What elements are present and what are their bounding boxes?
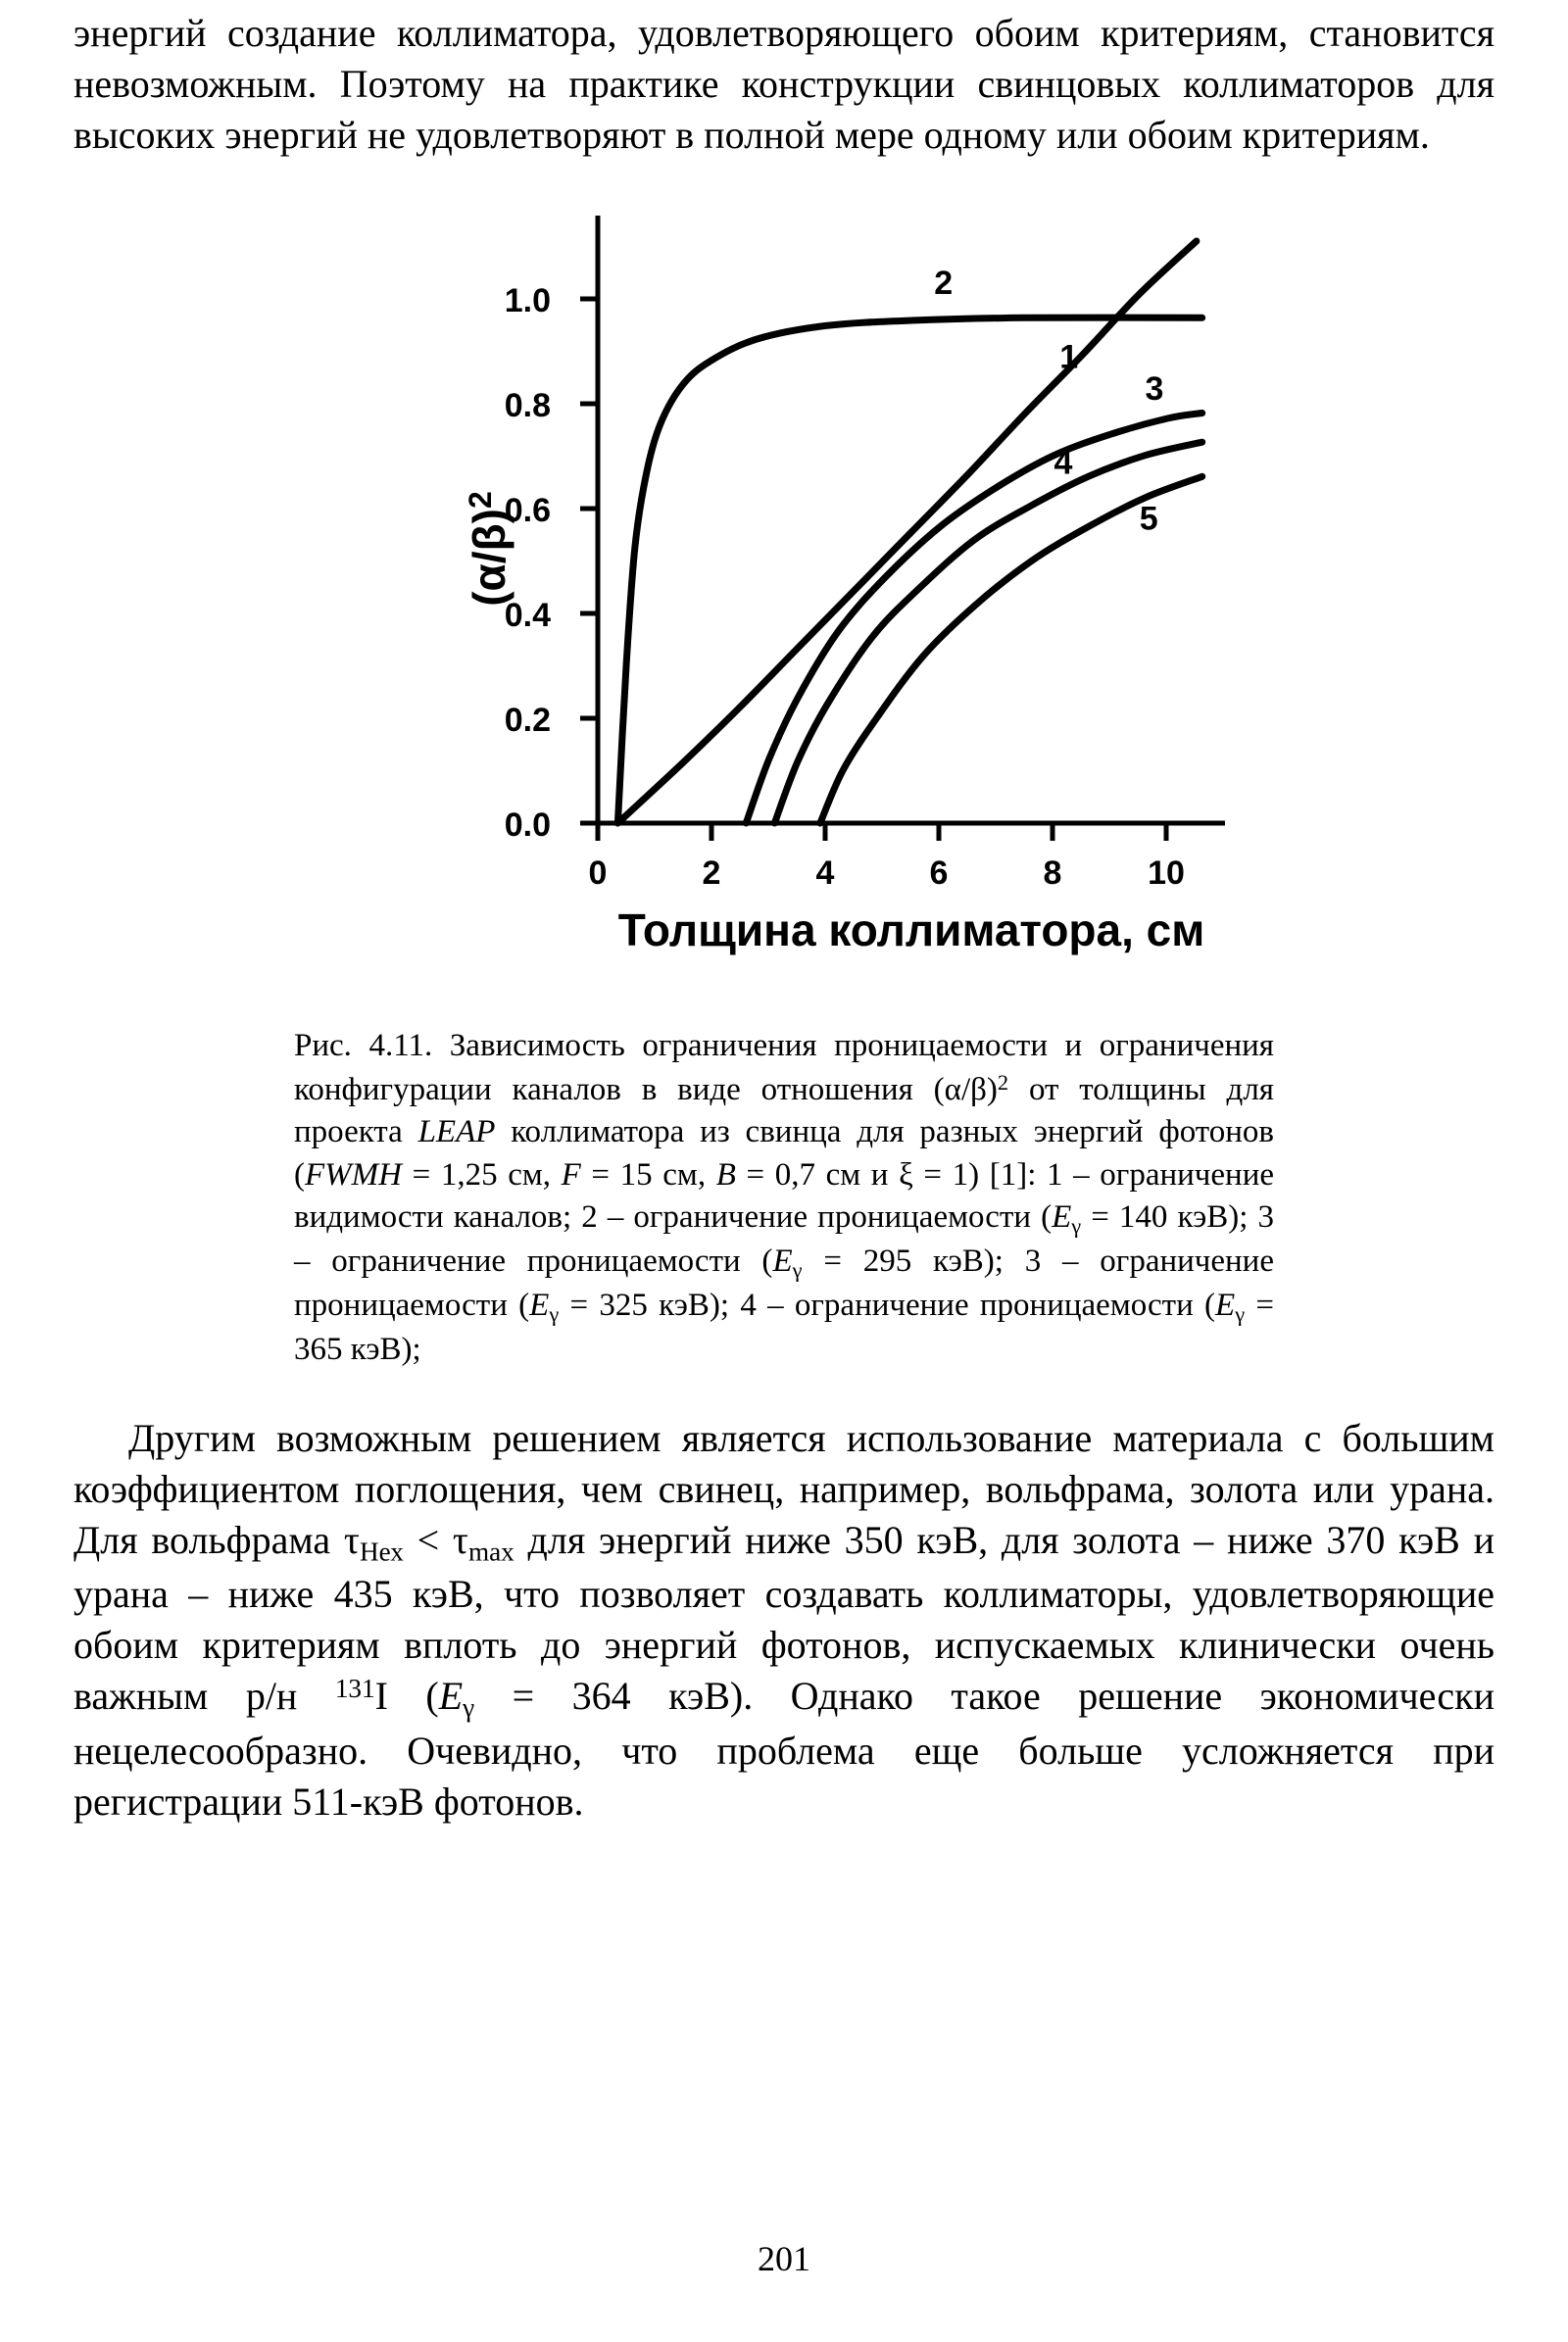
body-sub-1: Нех xyxy=(359,1537,404,1567)
curve-label-4: 4 xyxy=(1054,444,1073,482)
caption-f: F xyxy=(561,1156,581,1193)
ytick-4: 0.8 xyxy=(504,387,551,424)
chart-tick-labels xyxy=(505,282,1185,892)
xtick-3: 6 xyxy=(929,854,949,892)
body-part-2: < τ xyxy=(403,1517,468,1562)
caption-g3: γ xyxy=(549,1301,560,1327)
caption-e1: E xyxy=(1052,1199,1072,1236)
caption-e2: E xyxy=(772,1244,793,1280)
body-sub-2: max xyxy=(467,1537,514,1567)
caption-part-7: = 140 кэВ); 3 – ограничение проницаемости ( xyxy=(294,1199,1274,1280)
xtick-1: 2 xyxy=(702,854,721,892)
body-e5: E xyxy=(438,1674,464,1719)
caption-leap: LEAP xyxy=(417,1114,496,1150)
ytick-3: 0.6 xyxy=(504,492,551,529)
chart-curves xyxy=(617,241,1201,823)
body-part-1: Другим возможным решением является использование материала с большим коэффициентом поглощения, чем свинец, например, вольфрама, золота или урана. Для вольфрама τ xyxy=(74,1415,1494,1562)
caption-part-10: = 365 кэВ); xyxy=(294,1288,1274,1367)
chart-svg xyxy=(294,186,1274,990)
caption-part-9: = 325 кэВ); 4 – ограничение проницаемости ( xyxy=(559,1288,1216,1324)
xtick-0: 0 xyxy=(588,854,608,892)
ytick-1: 0.2 xyxy=(504,702,551,739)
caption-e4: E xyxy=(1215,1288,1236,1324)
caption-part-4: = 1,25 см, xyxy=(401,1156,562,1193)
curve-2 xyxy=(617,317,1201,823)
curve-3 xyxy=(746,414,1201,824)
caption-part-5: = 15 см, xyxy=(580,1156,716,1193)
body-part-4: I ( xyxy=(374,1674,439,1719)
chart-container xyxy=(294,186,1274,990)
page-number: 201 xyxy=(758,2239,810,2278)
chart-xlabel: Толщина коллиматора, см xyxy=(617,904,1205,955)
caption-e3: E xyxy=(529,1288,550,1324)
body-sup-1: 131 xyxy=(334,1674,375,1704)
caption-part-1: Рис. 4.11. Зависимость ограничения проницаемости и ограничения конфигурации каналов в виде отношения (α/β) xyxy=(294,1028,1274,1107)
body-section xyxy=(74,1413,1494,1829)
caption-part-3: коллиматора из свинца для разных энергий фотонов ( xyxy=(294,1114,1275,1193)
chart-ylabel: $(\alpha/\beta)^2$ xyxy=(463,491,514,607)
curve-label-1: 1 xyxy=(1059,338,1079,376)
body-part-3: для энергий ниже 350 кэВ, для золота – ниже 370 кэВ и урана – ниже 435 кэВ, что позволяет создавать коллиматоры, удовлетворяющие обоим критериям вплоть до энергий фотонов, испускаемых клинически очень важным р/н xyxy=(74,1517,1494,1719)
curve-label-3: 3 xyxy=(1145,370,1164,408)
xtick-2: 4 xyxy=(815,854,835,892)
figure-4-11 xyxy=(74,186,1494,1372)
body-part-5: = 364 кэВ). Однако такое решение экономически нецелесообразно. Очевидно, что проблема еще больше усложняется при регистрации 511-кэВ фотонов. xyxy=(74,1674,1495,1825)
caption-part-8: = 295 кэВ); 3 – ограничение проницаемости ( xyxy=(294,1244,1274,1324)
curve-1 xyxy=(617,241,1197,823)
figure-caption: Рис. 4.11. Зависимость ограничения проницаемости и ограничения конфигурации каналов в виде отношения $(\alpha/\beta)^2$ от толщины для проекта LEAP коллиматора из свинца для разных энергий фотонов (FWMH = 1,25 см, F = 15 см, B = 0,7 см и ξ = 1) [1]: 1 – ограничение видимости каналов; 2 – ограничение проницаемости ($E_\gamma = 140$ кэВ); 3 – ограничение проницаемости ($E_\gamma = 295$ кэВ); 3 – ограничение проницаемости ($E_\gamma = 325$ кэВ); 4 – ограничение проницаемости ($E_\gamma = 365$ кэВ); xyxy=(294,1028,1275,1367)
xtick-4: 8 xyxy=(1043,854,1062,892)
paragraph-top: энергий создание коллиматора, удовлетворяющего обоим критериям, становится невозможным. Поэтому на практике конструкции свинцовых коллиматоров для высоких энергий не удовлетворяют в полной мере одному или обоим критериям. xyxy=(74,11,1494,157)
paragraph-body xyxy=(74,1413,1494,1829)
caption-g4: γ xyxy=(1235,1301,1246,1327)
ytick-5: 1.0 xyxy=(504,282,551,319)
curve-label-5: 5 xyxy=(1139,500,1158,538)
ytick-2: 0.4 xyxy=(504,597,551,634)
caption-part-2: от толщины для проекта xyxy=(294,1071,1274,1150)
caption-fwmh: FWMH xyxy=(305,1156,402,1193)
caption-part-6: = 0,7 см и ξ = 1) [1]: 1 – ограничение видимости каналов; 2 – ограничение проницаемости ( xyxy=(294,1156,1274,1236)
caption-b: B xyxy=(715,1156,736,1193)
xtick-5: 10 xyxy=(1148,854,1185,892)
caption-g1: γ xyxy=(1071,1213,1082,1239)
ytick-0: 0.0 xyxy=(504,806,551,844)
curve-label-2: 2 xyxy=(934,265,954,302)
body-g5: γ xyxy=(463,1693,475,1724)
caption-g2: γ xyxy=(792,1257,803,1283)
